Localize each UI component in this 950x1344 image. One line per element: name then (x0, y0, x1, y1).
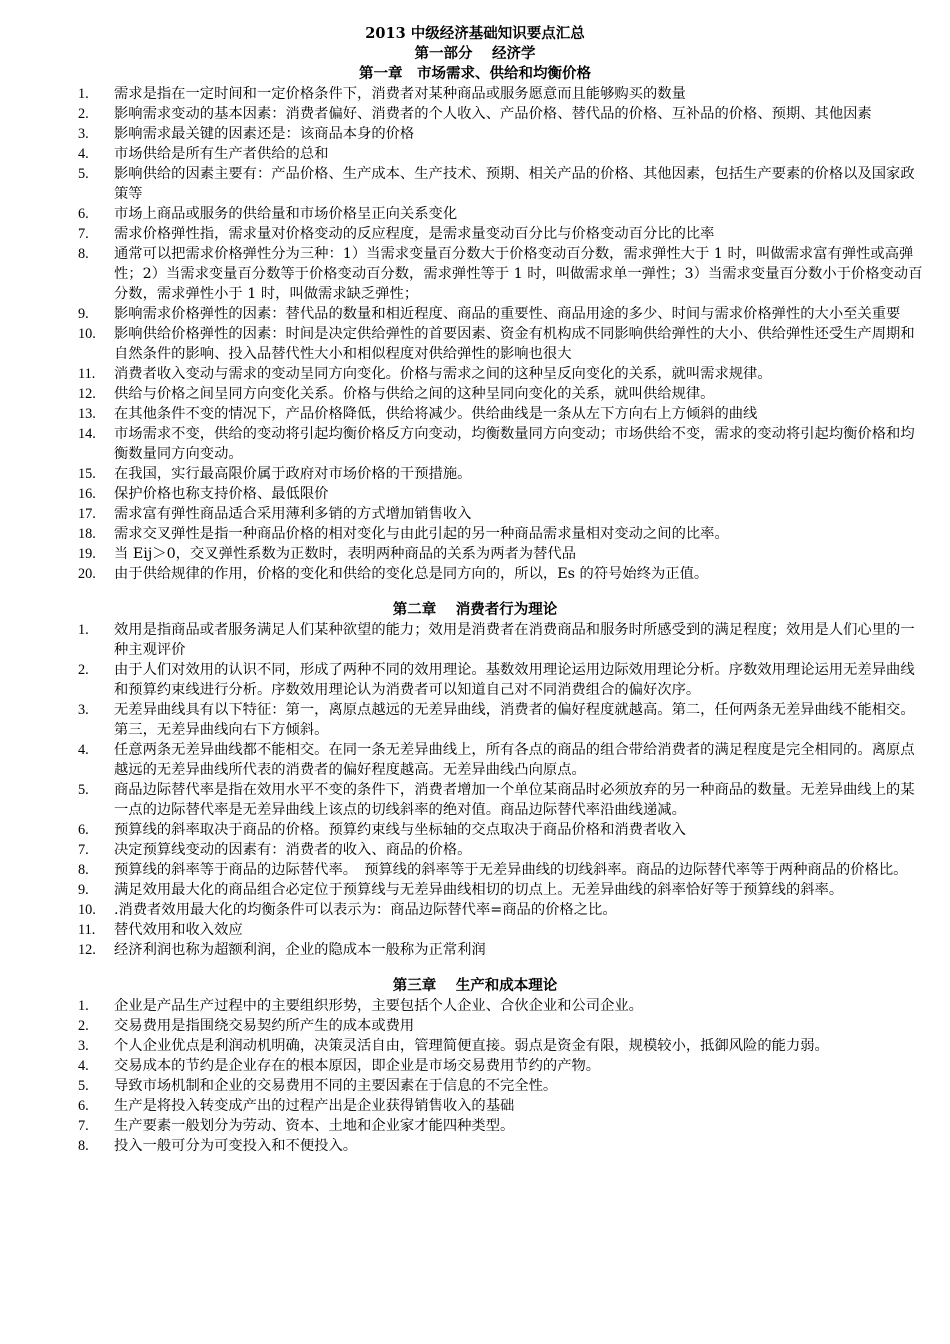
list-item-text: 导致市场机制和企业的交易费用不同的主要因素在于信息的不完全性。 (114, 1078, 558, 1094)
list-item-number: 2. (78, 1018, 89, 1034)
list-item-number: 10. (78, 902, 96, 918)
list-item-text: 生产是将投入转变成产出的过程产出是企业获得销售收入的基础 (114, 1098, 515, 1114)
list-item-text: 供给与价格之间呈同方向变化关系。价格与供给之间的这种呈同向变化的关系，就叫供给规律。 (114, 386, 715, 402)
list-item (0, 124, 950, 144)
list-item-number: 8. (78, 862, 89, 878)
list-item-text: 个人企业优点是利润动机明确，决策灵活自由，管理简便直接。弱点是资金有限，规模较小，抵御风险的能力弱。 (114, 1038, 829, 1054)
chapter-heading: 第三章 生产和成本理论 (392, 977, 558, 994)
list-item (0, 920, 950, 940)
list-item-text: 影响供给价格弹性的因素：时间是决定供给弹性的首要因素、资金有机构成不同影响供给弹性的大小、供给弹性还受生产周期和自然条件的影响、投入品替代性大小和相似程度对供给弹性的影响也很大 (114, 326, 915, 362)
list-item (0, 880, 950, 900)
list-item-number: 6. (78, 822, 89, 838)
list-item (0, 940, 950, 960)
chapters-container (0, 64, 950, 1156)
list-item (0, 244, 950, 304)
list-item (0, 464, 950, 484)
list-item-text: 影响需求价格弹性的因素：替代品的数量和相近程度、商品的重要性、商品用途的多少、时间与需求价格弹性的大小至关重要 (114, 306, 901, 322)
list-item-text: 需求富有弹性商品适合采用薄利多销的方式增加销售收入 (114, 506, 472, 522)
list-item (0, 840, 950, 860)
document-page (0, 24, 950, 1156)
list-item-text: 市场需求不变，供给的变动将引起均衡价格反方向变动，均衡数量同方向变动；市场供给不变，需求的变动将引起均衡价格和均衡数量同方向变动。 (114, 426, 915, 462)
list-item-number: 2. (78, 106, 89, 122)
list-item (0, 1136, 950, 1156)
list-item-number: 8. (78, 1138, 89, 1154)
document-title: 2013 中级经济基础知识要点汇总 (365, 25, 585, 42)
list-item-text: 需求交叉弹性是指一种商品价格的相对变化与由此引起的另一种商品需求量相对变动之间的比率。 (114, 526, 729, 542)
list-item-text: 交易费用是指围绕交易契约所产生的成本或费用 (114, 1018, 415, 1034)
list-item-number: 9. (78, 306, 89, 322)
list-item-text: 需求是指在一定时间和一定价格条件下，消费者对某种商品或服务愿意而且能够购买的数量 (114, 86, 686, 102)
list-item-number: 4. (78, 146, 89, 162)
list-item (0, 660, 950, 700)
list-item (0, 224, 950, 244)
list-item-number: 15. (78, 466, 96, 482)
chapter-heading: 第一章 市场需求、供给和均衡价格 (359, 65, 591, 82)
list-item-number: 1. (78, 86, 89, 102)
list-item (0, 524, 950, 544)
list-item-number: 19. (78, 546, 96, 562)
list-item-text: 市场上商品或服务的供给量和市场价格呈正向关系变化 (114, 206, 458, 222)
list-item (0, 364, 950, 384)
list-item-text: 影响需求最关键的因素还是：该商品本身的价格 (114, 126, 415, 142)
list-item-text: 保护价格也称支持价格、最低限价 (114, 486, 329, 502)
list-item (0, 404, 950, 424)
list-item-text: 当 Eij＞0，交叉弹性系数为正数时，表明两种商品的关系为两者为替代品 (114, 546, 576, 562)
list-item-text: 替代效用和收入效应 (114, 922, 243, 938)
list-item-number: 14. (78, 426, 96, 442)
list-item (0, 424, 950, 464)
list-item (0, 164, 950, 204)
list-item (0, 1076, 950, 1096)
list-item (0, 700, 950, 740)
list-item (0, 996, 950, 1016)
list-item-text: 经济利润也称为超额利润，企业的隐成本一般称为正常利润 (114, 942, 486, 958)
list-item-number: 16. (78, 486, 96, 502)
list-item (0, 324, 950, 364)
list-item-text: 在我国，实行最高限价属于政府对市场价格的干预措施。 (114, 466, 472, 482)
list-item-number: 8. (78, 246, 89, 262)
part-heading: 第一部分 经济学 (414, 45, 536, 62)
chapter-item-list (0, 84, 950, 584)
chapter-item-list (0, 996, 950, 1156)
list-item (0, 204, 950, 224)
list-item-text: 市场供给是所有生产者供给的总和 (114, 146, 329, 162)
list-item-text: 商品边际替代率是指在效用水平不变的条件下，消费者增加一个单位某商品时必须放弃的另一种商品的数量。无差异曲线上的某一点的边际替代率是无差异曲线上该点的切线斜率的绝对值。商品边际替代率沿曲线递减。 (114, 782, 915, 818)
list-item (0, 1096, 950, 1116)
chapter-heading: 第二章 消费者行为理论 (392, 601, 558, 618)
list-item-text: 由于人们对效用的认识不同，形成了两种不同的效用理论。基数效用理论运用边际效用理论分析。序数效用理论运用无差异曲线和预算约束线进行分析。序数效用理论认为消费者可以知道自己对不同消费组合的偏好次序。 (114, 662, 915, 698)
list-item-number: 5. (78, 1078, 89, 1094)
list-item-number: 20. (78, 566, 96, 582)
list-item (0, 780, 950, 820)
list-item-text: 需求价格弹性指，需求量对价格变动的反应程度，是需求量变动百分比与价格变动百分比的比率 (114, 226, 715, 242)
list-item-text: 消费者收入变动与需求的变动呈同方向变化。价格与需求之间的这种呈反向变化的关系，就叫需求规律。 (114, 366, 772, 382)
list-item-number: 7. (78, 226, 89, 242)
list-item (0, 1036, 950, 1056)
list-item-number: 12. (78, 386, 96, 402)
list-item (0, 1016, 950, 1036)
list-item-number: 1. (78, 622, 89, 638)
list-item (0, 1056, 950, 1076)
list-item-number: 2. (78, 662, 89, 678)
list-item-text: 生产要素一般划分为劳动、资本、土地和企业家才能四种类型。 (114, 1118, 515, 1134)
list-item (0, 1116, 950, 1136)
list-item (0, 860, 950, 880)
list-item (0, 544, 950, 564)
list-item (0, 564, 950, 584)
list-item-text: .消费者效用最大化的均衡条件可以表示为：商品边际替代率=商品的价格之比。 (114, 902, 617, 918)
list-item-number: 3. (78, 1038, 89, 1054)
list-item (0, 384, 950, 404)
list-item (0, 900, 950, 920)
list-item-text: 预算线的斜率等于商品的边际替代率。 预算线的斜率等于无差异曲线的切线斜率。商品的边际替代率等于两种商品的价格比。 (114, 862, 908, 878)
list-item (0, 504, 950, 524)
list-item-text: 投入一般可分为可变投入和不便投入。 (114, 1138, 358, 1154)
chapter-item-list (0, 620, 950, 960)
list-item-number: 4. (78, 1058, 89, 1074)
list-item-number: 1. (78, 998, 89, 1014)
list-item-number: 10. (78, 326, 96, 342)
list-item-number: 5. (78, 782, 89, 798)
list-item (0, 484, 950, 504)
list-item-number: 3. (78, 702, 89, 718)
list-item-number: 11. (78, 922, 96, 938)
list-item (0, 620, 950, 660)
list-item-text: 任意两条无差异曲线都不能相交。在同一条无差异曲线上，所有各点的商品的组合带给消费者的满足程度是完全相同的。离原点越远的无差异曲线所代表的消费者的偏好程度越高。无差异曲线凸向原点。 (114, 742, 915, 778)
list-item-text: 无差异曲线具有以下特征：第一，离原点越远的无差异曲线，消费者的偏好程度就越高。第二，任何两条无差异曲线不能相交。第三，无差异曲线向右下方倾斜。 (114, 702, 915, 738)
list-item-text: 影响需求变动的基本因素：消费者偏好、消费者的个人收入、产品价格、替代品的价格、互补品的价格、预期、其他因素 (114, 106, 872, 122)
list-item-text: 由于供给规律的作用，价格的变化和供给的变化总是同方向的，所以，Es 的符号始终为正值。 (114, 566, 709, 582)
list-item-number: 17. (78, 506, 96, 522)
list-item-number: 5. (78, 166, 89, 182)
list-item-number: 13. (78, 406, 96, 422)
list-item-number: 7. (78, 842, 89, 858)
list-item-text: 预算线的斜率取决于商品的价格。预算约束线与坐标轴的交点取决于商品价格和消费者收入 (114, 822, 686, 838)
list-item-text: 决定预算线变动的因素有：消费者的收入、商品的价格。 (114, 842, 472, 858)
list-item-number: 7. (78, 1118, 89, 1134)
list-item-text: 满足效用最大化的商品组合必定位于预算线与无差异曲线相切的切点上。无差异曲线的斜率恰好等于预算线的斜率。 (114, 882, 844, 898)
list-item (0, 84, 950, 104)
list-item (0, 740, 950, 780)
list-item-text: 企业是产品生产过程中的主要组织形势，主要包括个人企业、合伙企业和公司企业。 (114, 998, 643, 1014)
list-item-number: 12. (78, 942, 96, 958)
list-item-text: 效用是指商品或者服务满足人们某种欲望的能力；效用是消费者在消费商品和服务时所感受到的满足程度；效用是人们心里的一种主观评价 (114, 622, 915, 658)
list-item-number: 18. (78, 526, 96, 542)
list-item (0, 820, 950, 840)
list-item-number: 9. (78, 882, 89, 898)
list-item (0, 144, 950, 164)
list-item-number: 6. (78, 1098, 89, 1114)
list-item-text: 通常可以把需求价格弹性分为三种：1）当需求变量百分数大于价格变动百分数，需求弹性大于 1 时，叫做需求富有弹性或高弹性；2）当需求变量百分数等于价格变动百分数，需求弹性等于 1 时，叫做需求单一弹性；3）当需求变量百分数小于价格变动百分数，需求弹性小于 1 时，叫做需求缺乏弹性； (114, 246, 923, 302)
list-item-text: 影响供给的因素主要有：产品价格、生产成本、生产技术、预期、相关产品的价格、其他因素，包括生产要素的价格以及国家政策等 (114, 166, 915, 202)
list-item-number: 6. (78, 206, 89, 222)
list-item-number: 3. (78, 126, 89, 142)
list-item-number: 4. (78, 742, 89, 758)
list-item-text: 交易成本的节约是企业存在的根本原因，即企业是市场交易费用节约的产物。 (114, 1058, 601, 1074)
list-item-number: 11. (78, 366, 96, 382)
list-item-text: 在其他条件不变的情况下，产品价格降低，供给将减少。供给曲线是一条从左下方向右上方倾斜的曲线 (114, 406, 758, 422)
list-item (0, 304, 950, 324)
list-item (0, 104, 950, 124)
